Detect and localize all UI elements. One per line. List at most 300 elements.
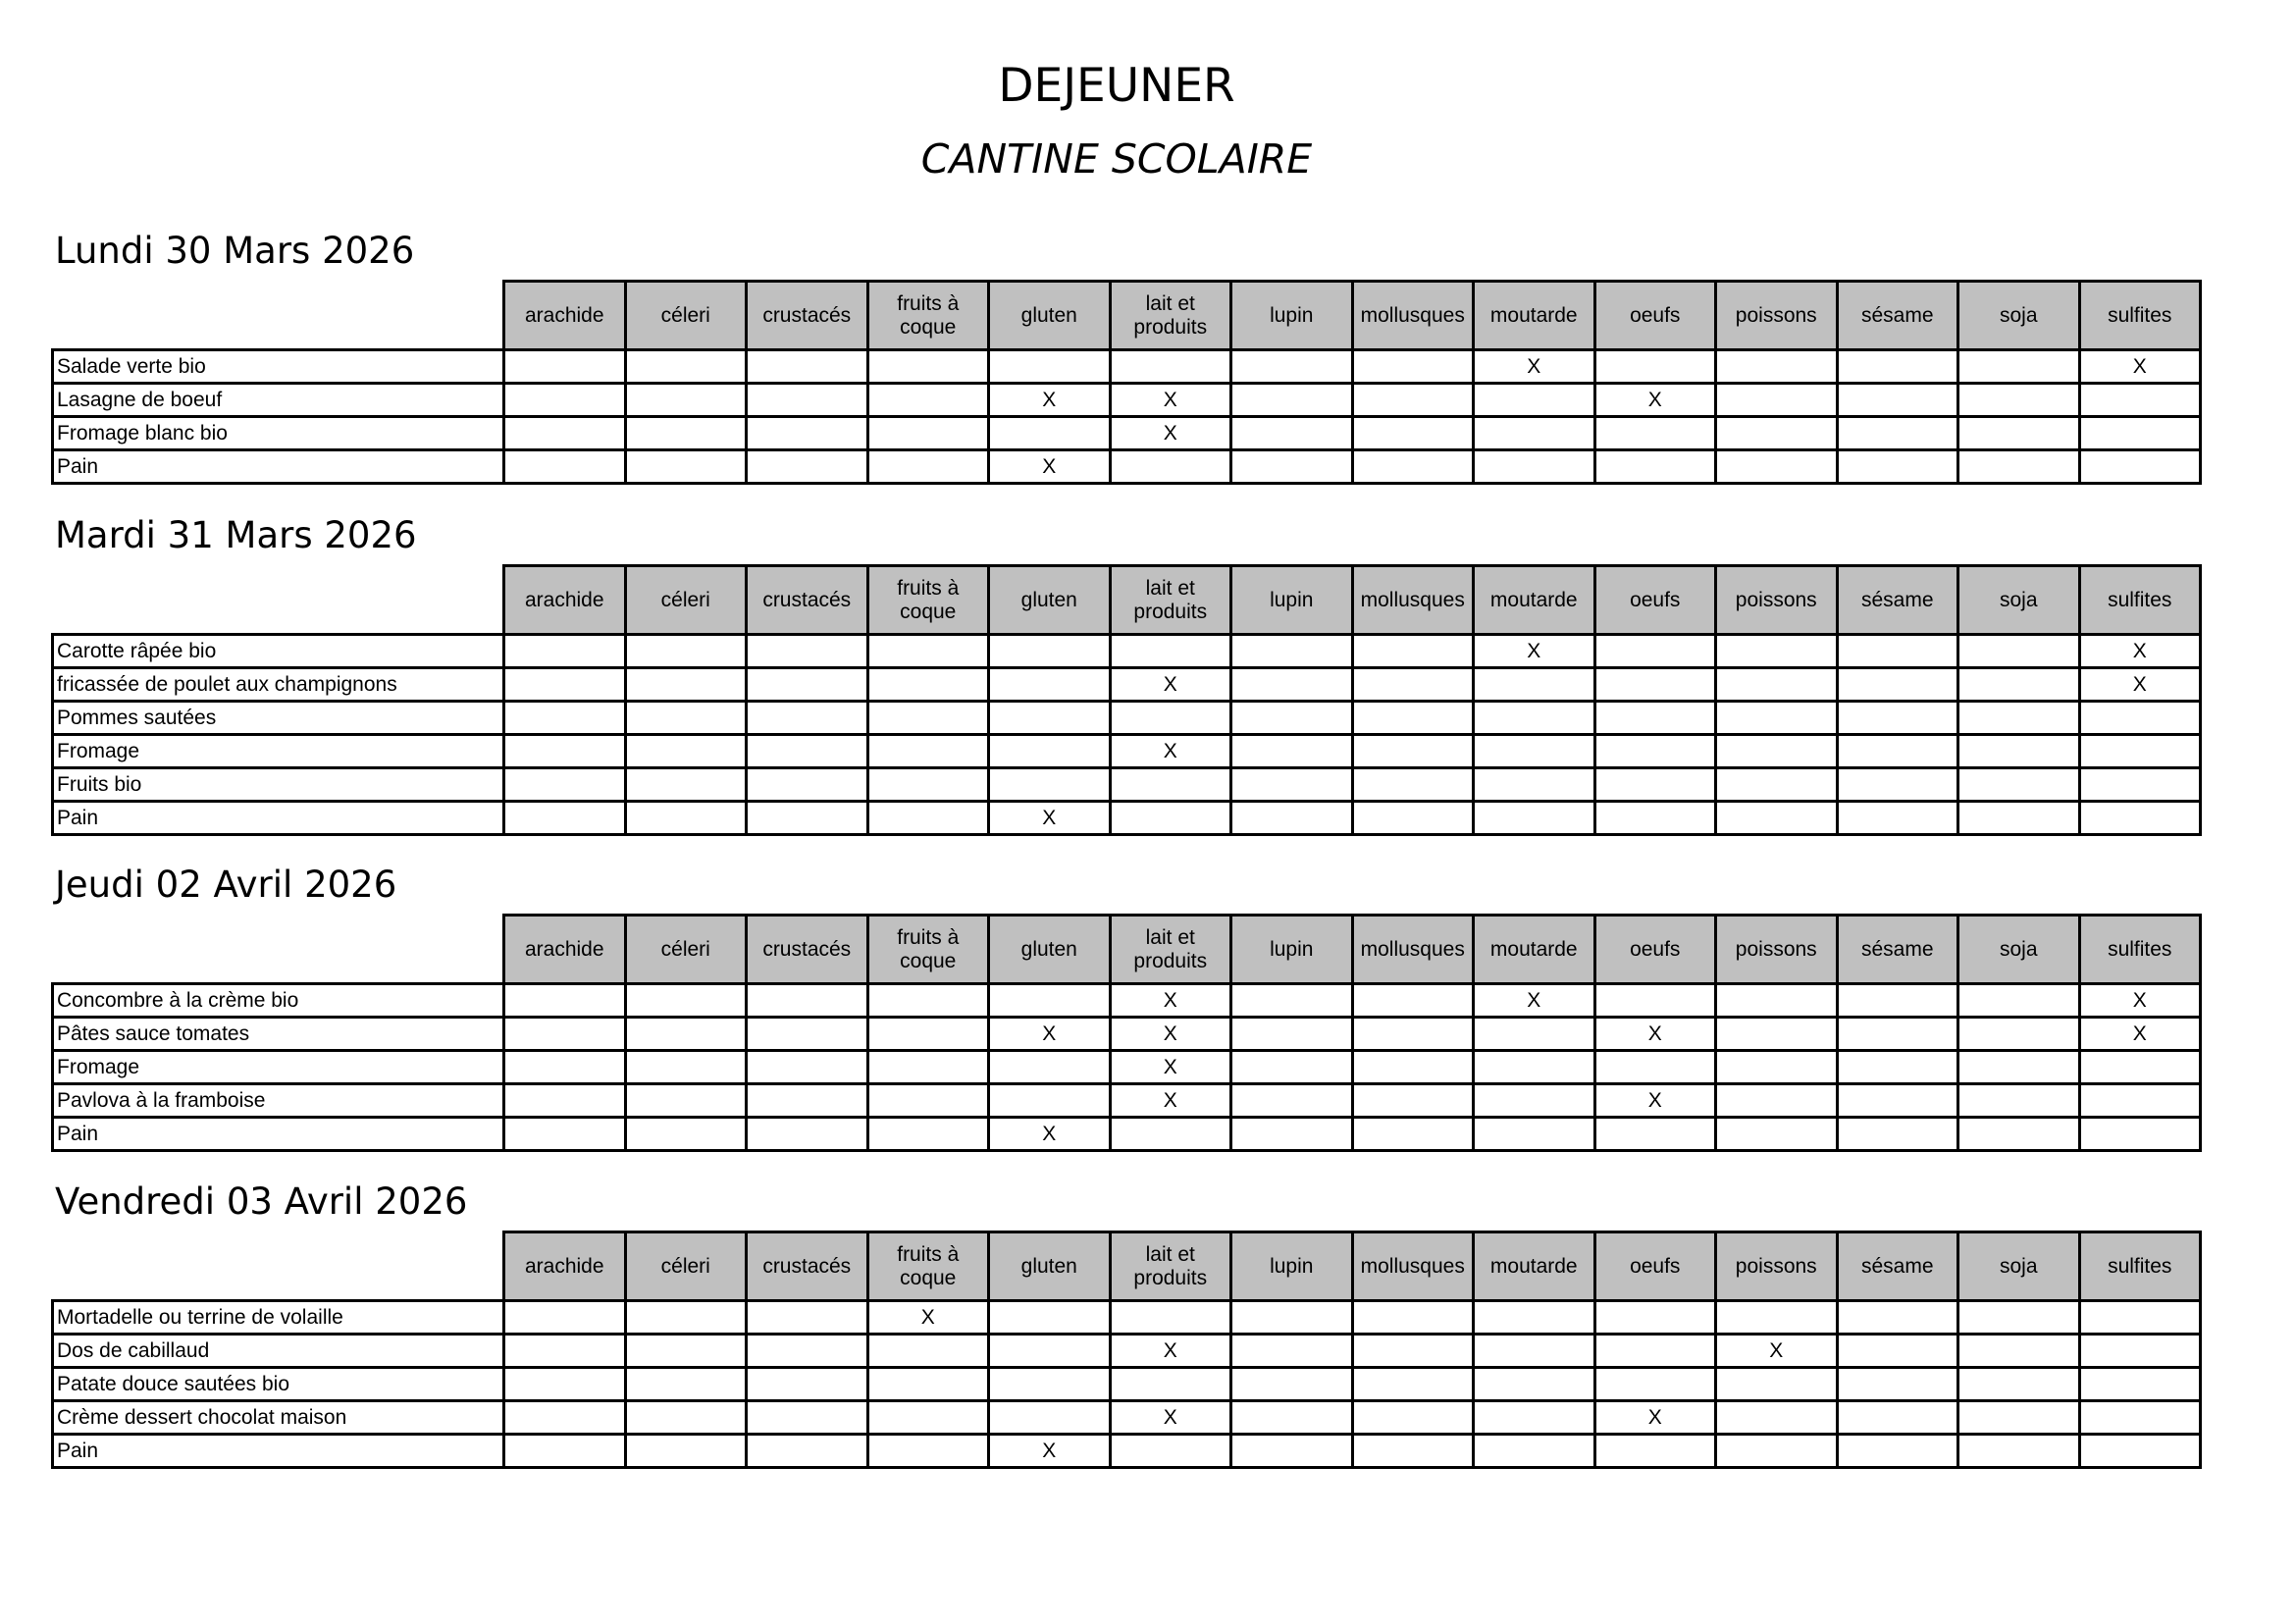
allergen-cell: [1716, 735, 1838, 768]
allergen-header: lupin: [1231, 916, 1353, 984]
allergen-cell: X: [1110, 1018, 1231, 1051]
allergen-cell: [625, 702, 747, 735]
allergen-cell: [1594, 802, 1716, 835]
allergen-cell: [747, 1118, 868, 1151]
allergen-header: fruits à coque: [867, 1232, 989, 1301]
allergen-cell: [1231, 350, 1353, 384]
dish-name: Lasagne de boeuf: [53, 384, 504, 417]
dish-name: Salade verte bio: [53, 350, 504, 384]
allergen-header-row: [53, 566, 2201, 635]
allergen-cell: X: [1110, 735, 1231, 768]
allergen-cell: [1231, 735, 1353, 768]
allergen-cell: [1716, 768, 1838, 802]
allergen-cell: [1231, 1335, 1353, 1368]
table-row: [53, 417, 2201, 450]
allergen-cell: [867, 1401, 989, 1435]
allergen-header: crustacés: [747, 566, 868, 635]
allergen-cell: [1958, 1301, 2080, 1335]
allergen-header: oeufs: [1594, 1232, 1716, 1301]
allergen-cell: [1837, 1435, 1958, 1468]
allergen-cell: [1716, 1051, 1838, 1084]
allergen-header: sésame: [1837, 1232, 1958, 1301]
allergen-cell: [1474, 1018, 1595, 1051]
allergen-cell: [1716, 1368, 1838, 1401]
allergen-cell: [1352, 702, 1474, 735]
allergen-header: gluten: [989, 1232, 1111, 1301]
allergen-cell: X: [989, 1435, 1111, 1468]
allergen-cell: [989, 1301, 1111, 1335]
allergen-header: crustacés: [747, 282, 868, 350]
allergen-header: lupin: [1231, 566, 1353, 635]
allergen-cell: [747, 702, 868, 735]
allergen-header: fruits à coque: [867, 282, 989, 350]
allergen-cell: [625, 417, 747, 450]
allergen-cell: [625, 1301, 747, 1335]
allergen-cell: [1958, 984, 2080, 1018]
allergen-cell: [1837, 768, 1958, 802]
allergen-cell: X: [1594, 1084, 1716, 1118]
allergen-header: céleri: [625, 1232, 747, 1301]
allergen-header: arachide: [504, 282, 626, 350]
allergen-cell: [1352, 1118, 1474, 1151]
allergen-cell: [867, 1084, 989, 1118]
allergen-cell: [1352, 384, 1474, 417]
allergen-cell: [1837, 1368, 1958, 1401]
allergen-cell: X: [1474, 984, 1595, 1018]
allergen-header-row: [53, 1232, 2201, 1301]
allergen-cell: [1958, 768, 2080, 802]
allergen-header: mollusques: [1352, 1232, 1474, 1301]
allergen-cell: [504, 1118, 626, 1151]
allergen-cell: [625, 384, 747, 417]
allergen-cell: [1352, 1018, 1474, 1051]
allergen-cell: [1231, 635, 1353, 668]
allergen-header: poissons: [1716, 1232, 1838, 1301]
allergen-cell: [2079, 417, 2201, 450]
allergen-header: lupin: [1231, 282, 1353, 350]
allergen-cell: [989, 1335, 1111, 1368]
allergen-header: lait et produits: [1110, 566, 1231, 635]
dish-name: Pâtes sauce tomates: [53, 1018, 504, 1051]
allergen-cell: [867, 1018, 989, 1051]
allergen-cell: [747, 735, 868, 768]
allergen-cell: X: [1594, 1401, 1716, 1435]
allergen-cell: [1958, 417, 2080, 450]
header-blank-cell: [53, 566, 504, 635]
allergen-header: arachide: [504, 916, 626, 984]
allergen-cell: [1594, 417, 1716, 450]
allergen-cell: [2079, 1301, 2201, 1335]
day-heading-3: Jeudi 02 Avril 2026: [55, 864, 397, 906]
allergen-cell: [2079, 1435, 2201, 1468]
allergen-cell: [1231, 768, 1353, 802]
allergen-cell: [504, 384, 626, 417]
allergen-cell: [1837, 417, 1958, 450]
allergen-cell: [504, 702, 626, 735]
allergen-cell: [1231, 1118, 1353, 1151]
allergen-cell: [504, 1368, 626, 1401]
allergen-cell: [1352, 1051, 1474, 1084]
allergen-cell: [625, 668, 747, 702]
allergen-cell: [1837, 1401, 1958, 1435]
allergen-cell: [504, 1301, 626, 1335]
allergen-header: lait et produits: [1110, 282, 1231, 350]
allergen-cell: [1110, 702, 1231, 735]
allergen-header: oeufs: [1594, 916, 1716, 984]
allergen-cell: [989, 702, 1111, 735]
allergen-cell: [625, 1084, 747, 1118]
allergen-cell: [1474, 1401, 1595, 1435]
allergen-cell: [867, 1435, 989, 1468]
allergen-cell: [1474, 735, 1595, 768]
allergen-cell: [1594, 984, 1716, 1018]
allergen-header: soja: [1958, 916, 2080, 984]
allergen-cell: [1352, 984, 1474, 1018]
allergen-cell: [1594, 668, 1716, 702]
allergen-cell: [989, 735, 1111, 768]
allergen-cell: [504, 1435, 626, 1468]
allergen-cell: [1837, 1301, 1958, 1335]
allergen-header: gluten: [989, 566, 1111, 635]
allergen-cell: [867, 702, 989, 735]
allergen-cell: [989, 768, 1111, 802]
allergen-cell: [747, 635, 868, 668]
allergen-cell: [1110, 1118, 1231, 1151]
day-heading-4: Vendredi 03 Avril 2026: [55, 1180, 468, 1223]
allergen-cell: [1958, 1118, 2080, 1151]
allergen-cell: [1594, 635, 1716, 668]
allergen-cell: [1958, 1401, 2080, 1435]
page-title: DEJEUNER: [998, 59, 1235, 113]
dish-name: Pommes sautées: [53, 702, 504, 735]
allergen-cell: [504, 768, 626, 802]
allergen-cell: [1716, 1118, 1838, 1151]
allergen-cell: [1231, 984, 1353, 1018]
allergen-cell: [1110, 1435, 1231, 1468]
allergen-cell: [504, 984, 626, 1018]
allergen-cell: [1958, 1018, 2080, 1051]
allergen-cell: [1716, 417, 1838, 450]
allergen-cell: [625, 1118, 747, 1151]
allergen-cell: [2079, 1368, 2201, 1401]
dish-name: Pain: [53, 802, 504, 835]
allergen-header: poissons: [1716, 282, 1838, 350]
allergen-cell: [1352, 635, 1474, 668]
allergen-cell: [1231, 802, 1353, 835]
allergen-cell: [1352, 735, 1474, 768]
allergen-cell: [1716, 1301, 1838, 1335]
dish-name: Pain: [53, 1435, 504, 1468]
allergen-cell: [867, 384, 989, 417]
dish-name: Dos de cabillaud: [53, 1335, 504, 1368]
allergen-cell: [747, 1335, 868, 1368]
allergen-cell: [504, 1084, 626, 1118]
allergen-cell: [625, 1401, 747, 1435]
allergen-cell: [1352, 1368, 1474, 1401]
allergen-cell: [2079, 1051, 2201, 1084]
allergen-cell: [504, 1051, 626, 1084]
allergen-cell: [1110, 768, 1231, 802]
page-subtitle: CANTINE SCOLAIRE: [920, 135, 1313, 183]
allergen-header: soja: [1958, 566, 2080, 635]
allergen-header: sésame: [1837, 916, 1958, 984]
allergen-cell: [1594, 350, 1716, 384]
allergen-header: sulfites: [2079, 566, 2201, 635]
dish-name: Crème dessert chocolat maison: [53, 1401, 504, 1435]
allergen-cell: [1110, 450, 1231, 484]
allergen-cell: X: [989, 1018, 1111, 1051]
allergen-cell: [1231, 1018, 1353, 1051]
allergen-cell: [1958, 450, 2080, 484]
allergen-cell: X: [989, 1118, 1111, 1151]
allergen-cell: [867, 350, 989, 384]
allergen-cell: X: [1474, 350, 1595, 384]
allergen-cell: [1231, 1435, 1353, 1468]
allergen-cell: [1594, 1051, 1716, 1084]
allergen-cell: X: [989, 450, 1111, 484]
allergen-cell: [1474, 802, 1595, 835]
allergen-cell: [504, 1335, 626, 1368]
allergen-cell: [1594, 1435, 1716, 1468]
allergen-cell: [1716, 1018, 1838, 1051]
allergen-cell: [625, 768, 747, 802]
allergen-cell: [989, 984, 1111, 1018]
allergen-cell: X: [2079, 350, 2201, 384]
allergen-cell: X: [1716, 1335, 1838, 1368]
allergen-cell: [1716, 802, 1838, 835]
allergen-cell: [1958, 702, 2080, 735]
allergen-cell: [747, 668, 868, 702]
allergen-cell: [625, 802, 747, 835]
allergen-cell: [747, 1018, 868, 1051]
dish-name: Carotte râpée bio: [53, 635, 504, 668]
allergen-cell: X: [1110, 1084, 1231, 1118]
table-row: [53, 1301, 2201, 1335]
allergen-cell: [867, 984, 989, 1018]
allergen-cell: X: [2079, 635, 2201, 668]
allergen-cell: [625, 1368, 747, 1401]
allergen-cell: [747, 384, 868, 417]
allergen-cell: [504, 668, 626, 702]
allergen-cell: [1594, 1301, 1716, 1335]
allergen-cell: [1837, 1118, 1958, 1151]
allergen-cell: [747, 417, 868, 450]
header-blank-cell: [53, 1232, 504, 1301]
allergen-table-1: [51, 280, 2202, 485]
allergen-cell: [1474, 1435, 1595, 1468]
allergen-cell: [747, 768, 868, 802]
allergen-cell: [2079, 1084, 2201, 1118]
allergen-cell: [1594, 735, 1716, 768]
allergen-cell: [504, 802, 626, 835]
allergen-cell: [747, 350, 868, 384]
allergen-cell: [1474, 668, 1595, 702]
allergen-cell: [1474, 450, 1595, 484]
allergen-cell: [989, 1051, 1111, 1084]
allergen-cell: [1352, 802, 1474, 835]
allergen-cell: [747, 802, 868, 835]
dish-name: Fromage: [53, 735, 504, 768]
allergen-cell: [1594, 1335, 1716, 1368]
allergen-cell: X: [1110, 1401, 1231, 1435]
allergen-cell: [1958, 350, 2080, 384]
allergen-cell: [2079, 702, 2201, 735]
allergen-cell: [1594, 1118, 1716, 1151]
allergen-header: moutarde: [1474, 1232, 1595, 1301]
allergen-header: céleri: [625, 282, 747, 350]
allergen-cell: X: [1110, 1051, 1231, 1084]
allergen-cell: [1110, 1368, 1231, 1401]
allergen-cell: [867, 1368, 989, 1401]
allergen-cell: [1474, 1301, 1595, 1335]
allergen-cell: X: [1594, 384, 1716, 417]
allergen-cell: [1716, 1084, 1838, 1118]
allergen-cell: [625, 984, 747, 1018]
allergen-header: sésame: [1837, 566, 1958, 635]
allergen-header: crustacés: [747, 1232, 868, 1301]
allergen-cell: [1474, 1368, 1595, 1401]
allergen-cell: [989, 668, 1111, 702]
allergen-cell: [747, 1368, 868, 1401]
dish-name: Mortadelle ou terrine de volaille: [53, 1301, 504, 1335]
table-row: [53, 668, 2201, 702]
allergen-cell: [1837, 450, 1958, 484]
allergen-cell: [504, 450, 626, 484]
allergen-cell: [867, 668, 989, 702]
allergen-cell: [867, 768, 989, 802]
allergen-cell: [625, 635, 747, 668]
allergen-cell: [1958, 1084, 2080, 1118]
allergen-header: moutarde: [1474, 566, 1595, 635]
allergen-cell: [1352, 1401, 1474, 1435]
allergen-cell: [1231, 1368, 1353, 1401]
allergen-header: sulfites: [2079, 1232, 2201, 1301]
allergen-header-row: [53, 916, 2201, 984]
allergen-cell: [504, 1401, 626, 1435]
allergen-header: lait et produits: [1110, 1232, 1231, 1301]
day-heading-2: Mardi 31 Mars 2026: [55, 514, 417, 556]
allergen-cell: [1474, 1118, 1595, 1151]
allergen-cell: X: [867, 1301, 989, 1335]
allergen-cell: [2079, 768, 2201, 802]
allergen-header: mollusques: [1352, 916, 1474, 984]
allergen-cell: [2079, 450, 2201, 484]
allergen-header: céleri: [625, 916, 747, 984]
allergen-cell: [1837, 735, 1958, 768]
allergen-cell: [989, 1368, 1111, 1401]
table-row: [53, 1018, 2201, 1051]
allergen-cell: [1474, 384, 1595, 417]
allergen-cell: [867, 417, 989, 450]
allergen-cell: [1958, 1051, 2080, 1084]
allergen-cell: [747, 1051, 868, 1084]
allergen-header: moutarde: [1474, 282, 1595, 350]
dish-name: Fromage: [53, 1051, 504, 1084]
allergen-cell: [625, 350, 747, 384]
table-row: [53, 768, 2201, 802]
allergen-cell: [625, 1051, 747, 1084]
allergen-header: soja: [1958, 1232, 2080, 1301]
allergen-cell: [1352, 768, 1474, 802]
allergen-header: gluten: [989, 282, 1111, 350]
allergen-cell: [1474, 768, 1595, 802]
allergen-cell: [1958, 735, 2080, 768]
allergen-cell: [1837, 1084, 1958, 1118]
table-row: [53, 702, 2201, 735]
allergen-cell: [504, 1018, 626, 1051]
allergen-cell: [747, 1301, 868, 1335]
allergen-cell: [1837, 702, 1958, 735]
allergen-cell: [1837, 1018, 1958, 1051]
allergen-cell: [1716, 668, 1838, 702]
table-row: [53, 1368, 2201, 1401]
allergen-cell: X: [2079, 1018, 2201, 1051]
allergen-cell: [2079, 1335, 2201, 1368]
allergen-cell: [504, 735, 626, 768]
allergen-cell: [504, 635, 626, 668]
table-row: [53, 1051, 2201, 1084]
allergen-cell: X: [1110, 1335, 1231, 1368]
allergen-cell: [1231, 417, 1353, 450]
allergen-cell: [867, 802, 989, 835]
allergen-cell: [1958, 802, 2080, 835]
allergen-cell: [1837, 668, 1958, 702]
allergen-cell: [867, 1118, 989, 1151]
allergen-table-3: [51, 914, 2202, 1152]
dish-name: Fromage blanc bio: [53, 417, 504, 450]
allergen-cell: [1352, 1335, 1474, 1368]
allergen-cell: [1958, 668, 2080, 702]
allergen-header: céleri: [625, 566, 747, 635]
dish-name: Pavlova à la framboise: [53, 1084, 504, 1118]
allergen-cell: [1352, 1435, 1474, 1468]
allergen-cell: [1716, 350, 1838, 384]
allergen-cell: [1716, 635, 1838, 668]
dish-name: fricassée de poulet aux champignons: [53, 668, 504, 702]
allergen-cell: [1231, 450, 1353, 484]
allergen-cell: [1352, 1084, 1474, 1118]
allergen-cell: [1110, 350, 1231, 384]
dish-name: Patate douce sautées bio: [53, 1368, 504, 1401]
allergen-cell: [747, 984, 868, 1018]
allergen-cell: X: [1594, 1018, 1716, 1051]
allergen-table-4: [51, 1231, 2202, 1469]
allergen-cell: [867, 1051, 989, 1084]
allergen-cell: [1837, 1051, 1958, 1084]
allergen-cell: [625, 1335, 747, 1368]
allergen-cell: [1352, 1301, 1474, 1335]
allergen-cell: [1837, 635, 1958, 668]
table-row: [53, 984, 2201, 1018]
allergen-cell: [989, 350, 1111, 384]
allergen-cell: [1594, 768, 1716, 802]
allergen-header: sulfites: [2079, 282, 2201, 350]
dish-name: Pain: [53, 1118, 504, 1151]
allergen-cell: X: [1110, 984, 1231, 1018]
allergen-header: fruits à coque: [867, 916, 989, 984]
allergen-cell: [989, 1084, 1111, 1118]
header-blank-cell: [53, 916, 504, 984]
allergen-cell: [1231, 1051, 1353, 1084]
allergen-header: lait et produits: [1110, 916, 1231, 984]
allergen-cell: X: [1110, 384, 1231, 417]
allergen-cell: X: [2079, 668, 2201, 702]
allergen-header-row: [53, 282, 2201, 350]
allergen-cell: [1110, 802, 1231, 835]
allergen-header: crustacés: [747, 916, 868, 984]
allergen-header: oeufs: [1594, 282, 1716, 350]
allergen-cell: [1474, 1084, 1595, 1118]
